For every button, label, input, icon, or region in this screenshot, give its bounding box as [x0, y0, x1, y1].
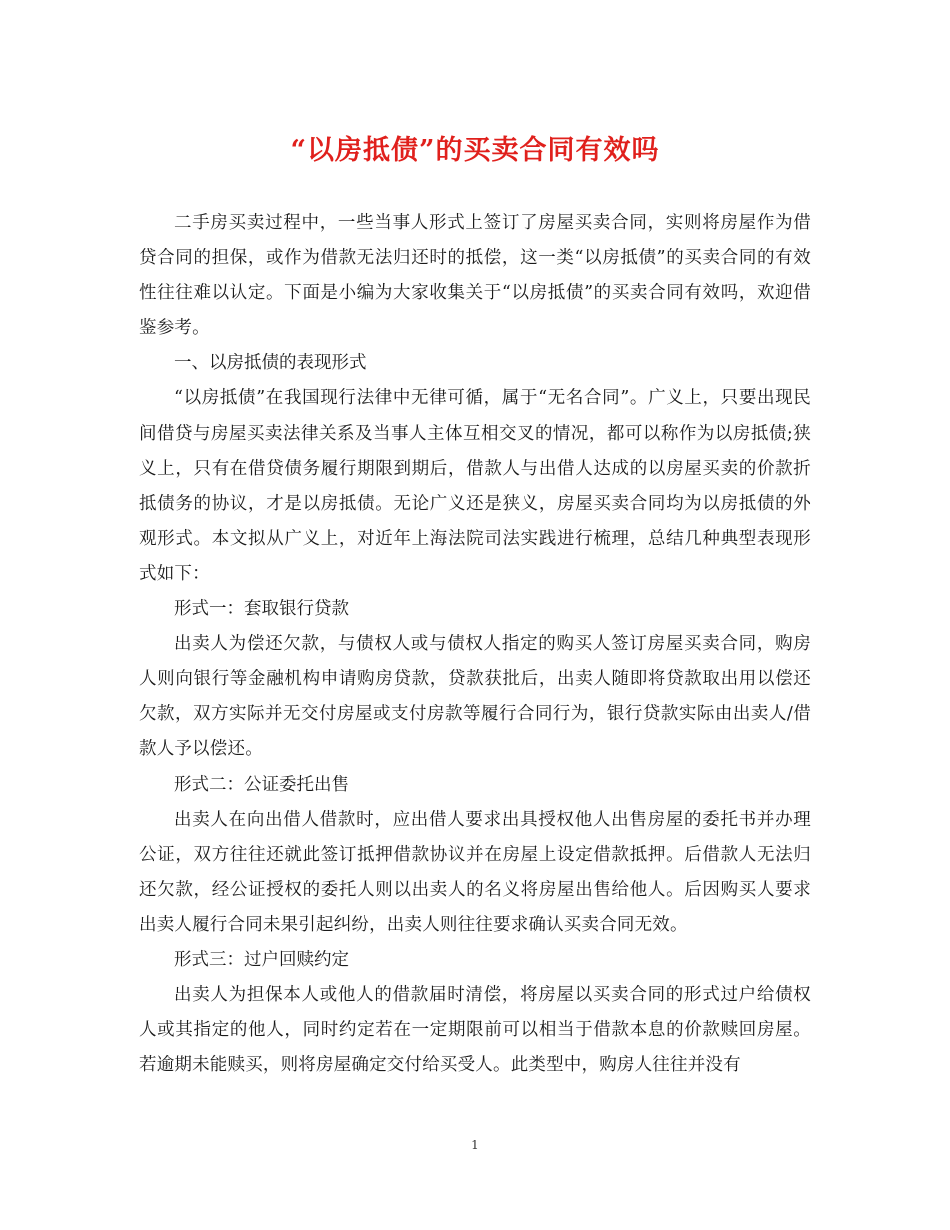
paragraph-definition: “以房抵债”在我国现行法律中无律可循，属于“无名合同”。广义上，只要出现民间借贷与房屋买卖法律关系及当事人主体互相交叉的情况，都可以称作为以房抵债;狭义上，只有在借贷债务履行期限到期后，借款人与出借人达成的以房屋买卖的价款折抵债务的协议，才是以房抵债。无论广义还是狭义，房屋买卖合同均为以房抵债的外观形式。本文拟从广义上，对近年上海法院司法实践进行梳理，总结几种典型表现形式如下： — [139, 388, 811, 584]
subheading-form-three: 形式三：过户回赎约定 — [174, 949, 349, 970]
document-title: “以房抵债”的买卖合同有效吗 — [290, 135, 660, 166]
subheading-form-two: 形式二：公证委托出售 — [174, 774, 349, 795]
paragraph-form-two: 出卖人在向出借人借款时，应出借人要求出具授权他人出售房屋的委托书并办理公证，双方往往还就此签订抵押借款协议并在房屋上设定借款抵押。后借款人无法归还欠款，经公证授权的委托人则以出卖人的名义将房屋出售给他人。后因购买人要求出卖人履行合同未果引起纠纷，出卖人则往往要求确认买卖合同无效。 — [139, 809, 811, 935]
page-number: 1 — [471, 1138, 479, 1152]
section-heading-forms: 一、以房抵债的表现形式 — [174, 353, 367, 374]
paragraph-form-three: 出卖人为担保本人或他人的借款届时清偿，将房屋以买卖合同的形式过户给债权人或其指定的他人，同时约定若在一定期限前可以相当于借款本息的价款赎回房屋。若逾期未能赎买，则将房屋确定交付给买受人。此类型中，购房人往往并没有 — [139, 985, 811, 1076]
paragraph-intro: 二手房买卖过程中，一些当事人形式上签订了房屋买卖合同，实则将房屋作为借贷合同的担保，或作为借款无法归还时的抵偿，这一类“以房抵债”的买卖合同的有效性往往难以认定。下面是小编为大家收集关于“以房抵债”的买卖合同有效吗，欢迎借鉴参考。 — [139, 213, 811, 339]
document-body — [139, 206, 811, 1083]
subheading-form-one: 形式一：套取银行贷款 — [174, 599, 349, 620]
paragraph-form-one: 出卖人为偿还欠款，与债权人或与债权人指定的购买人签订房屋买卖合同，购房人则向银行等金融机构申请购房贷款，贷款获批后，出卖人随即将贷款取出用以偿还欠款，双方实际并无交付房屋或支付房款等履行合同行为，银行贷款实际由出卖人/借款人予以偿还。 — [139, 634, 811, 760]
